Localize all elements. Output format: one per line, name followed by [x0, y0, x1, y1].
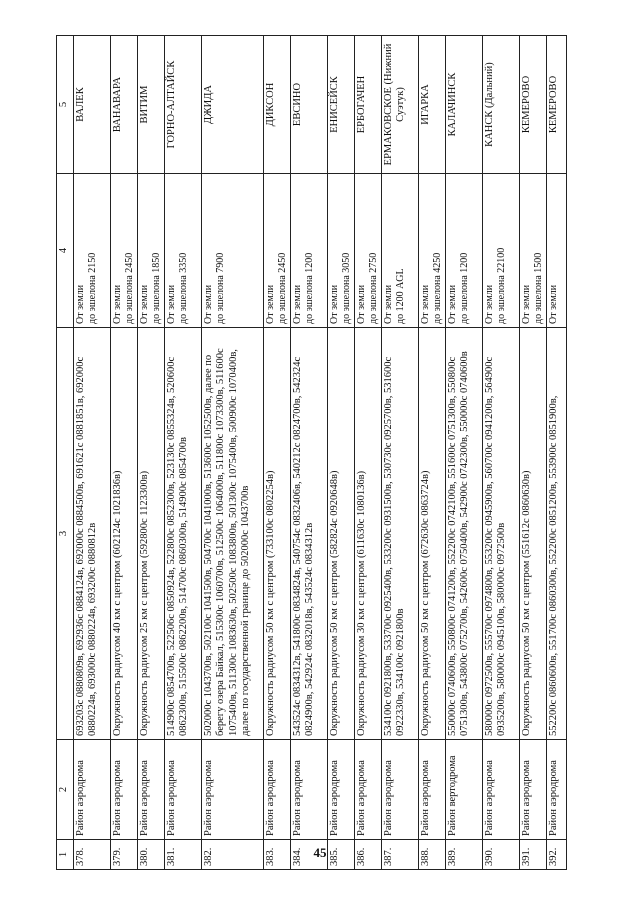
row-number: 378.: [74, 840, 111, 870]
altitude-limits: [138, 174, 165, 328]
table-row: [111, 36, 138, 870]
altitude-from: От земли: [420, 284, 431, 324]
zone-type: Район аэродрома: [328, 740, 355, 840]
altitude-to: до эшелона 3350: [177, 252, 189, 324]
zone-type: Район аэродрома: [202, 740, 264, 840]
altitude-limits: [355, 174, 382, 328]
altitude-to: до эшелона 2450: [276, 252, 288, 324]
table-row: [446, 36, 483, 870]
zone-boundary: 514900с 0854700в, 522506с 0850924в, 522800с 0852300в, 523130с 0855324в, 520600с 0862300в, 515500с 0862200в, 514700с 0860300в, 514900с 0854700в: [165, 328, 202, 740]
zone-boundary: Окружность радиусом 30 км с центром (611630с 1080136в): [355, 328, 382, 740]
zone-boundary: Окружность радиусом 50 км с центром (551612с 0860630в): [520, 328, 547, 740]
altitude-limits: [291, 174, 328, 328]
altitude-limits: [483, 174, 520, 328]
zone-type: Район вертодрома: [446, 740, 483, 840]
aerodrome-name: ЕНИСЕЙСК: [328, 36, 355, 174]
altitude-from: От земли: [548, 284, 559, 324]
row-number: 389.: [446, 840, 483, 870]
table-row: [74, 36, 111, 870]
altitude-from: От земли: [139, 284, 150, 324]
zone-boundary: 552200с 0860600в, 551700с 0860300в, 552200с 0851200в, 553900с 0851900в,: [547, 328, 567, 740]
altitude-limits: [382, 174, 419, 328]
zone-type: Район аэродрома: [138, 740, 165, 840]
zone-boundary: Окружность радиусом 25 км с центром (592800с 1123300в): [138, 328, 165, 740]
row-number: 391.: [520, 840, 547, 870]
aerodrome-name: КЕМЕРОВО: [520, 36, 547, 174]
row-number: 388.: [419, 840, 446, 870]
altitude-to: до эшелона 2450: [123, 252, 135, 324]
table-row: [165, 36, 202, 870]
altitude-from: От земли: [203, 284, 214, 324]
aerodrome-name: ЕРМАКОВСКОЕ (Нижний Суэтук): [382, 36, 419, 174]
altitude-to: до эшелона 3050: [340, 252, 352, 324]
altitude-limits: [111, 174, 138, 328]
aerodrome-name: ВАНАВАРА: [111, 36, 138, 174]
zone-boundary: 502000с 1043700в, 502100с 1041500в, 504700с 1041000в, 513600с 1052500в, далее по берегу озера Байкал, 515300с 1060700в, 512500с 1064000в, 511800с 1073300в, 511600с 1075400в, 511300с 1083630в, 502500с 1083800в, 501300с 1075400в, 500900с 1070400в, далее по государственной границе до 502000с 1043700в: [202, 328, 264, 740]
altitude-from: От земли: [292, 284, 303, 324]
header-col-4: 4: [57, 174, 74, 328]
aerodrome-name: ДИКСОН: [264, 36, 291, 174]
altitude-from: От земли: [112, 284, 123, 324]
row-number: 390.: [483, 840, 520, 870]
airspace-table: [56, 35, 567, 870]
altitude-from: От земли: [166, 284, 177, 324]
altitude-from: От земли: [447, 284, 458, 324]
altitude-to: до эшелона 1200: [303, 252, 315, 324]
altitude-limits: [74, 174, 111, 328]
altitude-to: до эшелона 7900: [214, 252, 226, 324]
table-body: [74, 36, 567, 870]
altitude-limits: [165, 174, 202, 328]
altitude-from: От земли: [75, 284, 86, 324]
table-row: [202, 36, 264, 870]
altitude-limits: [202, 174, 264, 328]
row-number: 382.: [202, 840, 264, 870]
zone-boundary: Окружность радиусом 50 км с центром (672630с 0863724в): [419, 328, 446, 740]
altitude-limits: [547, 174, 567, 328]
row-number: 385.: [328, 840, 355, 870]
zone-boundary: 543524с 0834312в, 541800с 0834824в, 540754с 0832406в, 540212с 0824700в, 542324с 0824900в, 542924с 0832018в, 543524с 0834312в: [291, 328, 328, 740]
row-number: 387.: [382, 840, 419, 870]
zone-type: Район аэродрома: [355, 740, 382, 840]
altitude-to: до эшелона 2150: [86, 252, 98, 324]
altitude-to: до эшелона 1200: [458, 252, 470, 324]
row-number: 386.: [355, 840, 382, 870]
header-row: [57, 36, 74, 870]
altitude-from: От земли: [484, 284, 495, 324]
altitude-from: От земли: [329, 284, 340, 324]
aerodrome-name: КАЛАЧИНСК: [446, 36, 483, 174]
table-row: [382, 36, 419, 870]
header-col-1: 1: [57, 840, 74, 870]
altitude-to: до эшелона 22100: [495, 247, 507, 324]
row-number: 379.: [111, 840, 138, 870]
table-row: [520, 36, 547, 870]
zone-boundary: Окружность радиусом 40 км с центром (602124с 1021836в): [111, 328, 138, 740]
zone-type: Район аэродрома: [74, 740, 111, 840]
header-col-2: 2: [57, 740, 74, 840]
altitude-to: до эшелона 1500: [532, 252, 544, 324]
altitude-to: до эшелона 4250: [431, 252, 443, 324]
zone-boundary: 693203с 0880809в, 692936с 0884124в, 692000с 0884500в, 691621с 0881851в, 692000с 0880224в, 693000с 0880224в, 693200с 0880812в: [74, 328, 111, 740]
zone-boundary: 580000с 0972500в, 555700с 0974800в, 553200с 0945900в, 560700с 0941200в, 564900с 0935200в, 580000с 0945100в, 580000с 0972500в: [483, 328, 520, 740]
altitude-from: От земли: [383, 284, 394, 324]
table-row: [355, 36, 382, 870]
header-col-5: 5: [57, 36, 74, 174]
aerodrome-name: ГОРНО-АЛТАЙСК: [165, 36, 202, 174]
altitude-from: От земли: [265, 284, 276, 324]
altitude-to: до 1200 AGL: [394, 268, 406, 324]
row-number: 384.: [291, 840, 328, 870]
altitude-to: до эшелона 2750: [367, 252, 379, 324]
aerodrome-name: ЕРБОГАЧЕН: [355, 36, 382, 174]
aerodrome-name: ЕВСИНО: [291, 36, 328, 174]
zone-type: Район аэродрома: [520, 740, 547, 840]
table-row: [328, 36, 355, 870]
page-number: 45: [313, 845, 327, 860]
zone-boundary: Окружность радиусом 50 км с центром (733100с 0802254в): [264, 328, 291, 740]
zone-boundary: 534100с 0921800в, 533700с 0925400в, 533200с 0931500в, 530730с 0925700в, 531600с 0922330в, 534100с 0921800в: [382, 328, 419, 740]
zone-boundary: 550000с 0740600в, 550800с 0741200в, 552200с 0742100в, 551600с 0751300в, 550800с 0751300в, 543800с 0752700в, 542600с 0750400в, 542900с 0742300в, 550000с 0740600в: [446, 328, 483, 740]
altitude-from: От земли: [356, 284, 367, 324]
zone-type: Район аэродрома: [165, 740, 202, 840]
altitude-from: От земли: [521, 284, 532, 324]
aerodrome-name: ИГАРКА: [419, 36, 446, 174]
zone-type: Район аэродрома: [547, 740, 567, 840]
altitude-limits: [328, 174, 355, 328]
altitude-to: до эшелона 1850: [150, 252, 162, 324]
row-number: 383.: [264, 840, 291, 870]
zone-type: Район аэродрома: [291, 740, 328, 840]
row-number: 380.: [138, 840, 165, 870]
aerodrome-name: КЕМЕРОВО: [547, 36, 567, 174]
header-col-3: 3: [57, 328, 74, 740]
table-row: [547, 36, 567, 870]
altitude-limits: [419, 174, 446, 328]
row-number: 381.: [165, 840, 202, 870]
table-row: [419, 36, 446, 870]
zone-type: Район аэродрома: [382, 740, 419, 840]
aerodrome-name: ДЖИДА: [202, 36, 264, 174]
aerodrome-name: ВАЛЕК: [74, 36, 111, 174]
aerodrome-name: КАНСК (Дальний): [483, 36, 520, 174]
zone-type: Район аэродрома: [111, 740, 138, 840]
altitude-limits: [520, 174, 547, 328]
zone-type: Район аэродрома: [483, 740, 520, 840]
zone-boundary: Окружность радиусом 50 км с центром (582824с 0920648в): [328, 328, 355, 740]
table-row: [138, 36, 165, 870]
aerodrome-name: ВИТИМ: [138, 36, 165, 174]
zone-type: Район аэродрома: [419, 740, 446, 840]
zone-type: Район аэродрома: [264, 740, 291, 840]
altitude-limits: [446, 174, 483, 328]
table-row: [264, 36, 291, 870]
table-row: [291, 36, 328, 870]
row-number: 392.: [547, 840, 567, 870]
table-row: [483, 36, 520, 870]
altitude-limits: [264, 174, 291, 328]
